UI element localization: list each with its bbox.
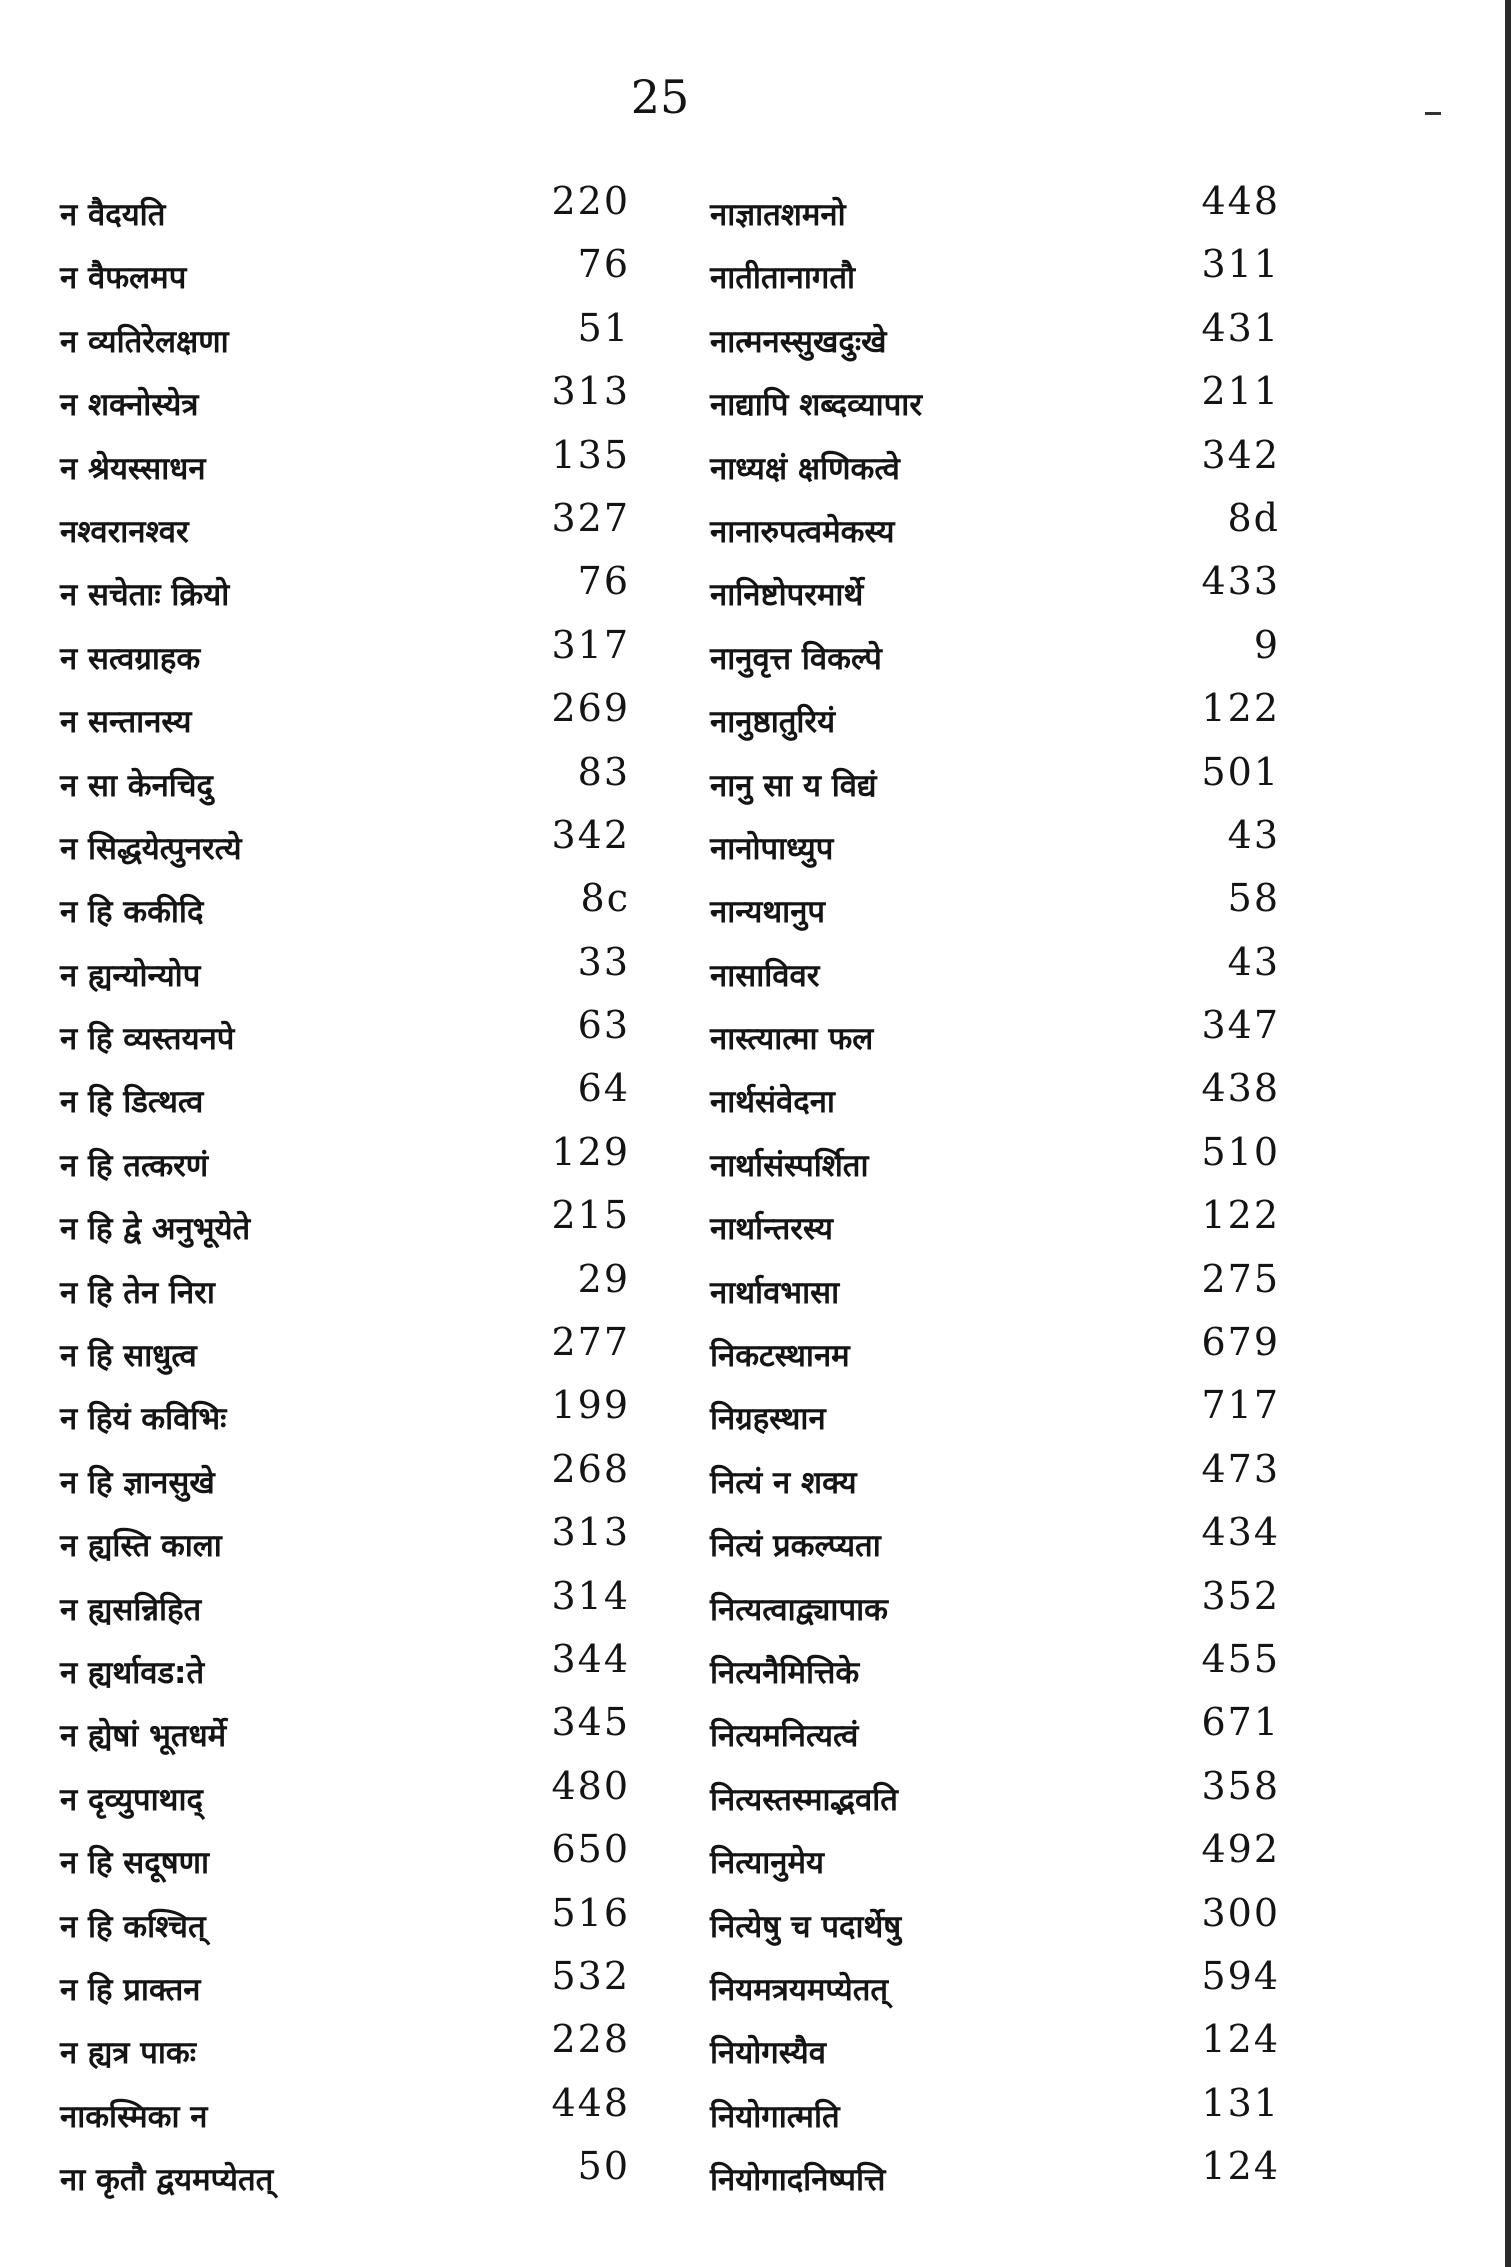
- entry-page-number: 532: [551, 1953, 630, 1998]
- index-entry: [60, 1699, 630, 1762]
- index-entry: [710, 558, 1280, 621]
- entry-page-number: 314: [551, 1573, 630, 1618]
- index-entry: [60, 1573, 630, 1636]
- index-entry: [60, 2143, 630, 2206]
- entry-term: नातीतानागतौ: [710, 260, 856, 297]
- entry-term: न शक्नोस्येत्र: [60, 387, 199, 424]
- entry-term: नित्यं न शक्य: [710, 1464, 857, 1501]
- index-entry: [710, 1573, 1280, 1636]
- index-entry: [60, 1636, 630, 1699]
- index-entry: [60, 1256, 630, 1319]
- entry-term: नाद्यापि शब्दव्यापार: [710, 387, 923, 424]
- entry-page-number: 211: [1201, 369, 1280, 414]
- entry-page-number: 63: [577, 1003, 630, 1048]
- entry-page-number: 43: [1227, 939, 1280, 984]
- entry-term: नार्थावभासा: [710, 1274, 840, 1311]
- index-entry: [710, 1319, 1280, 1382]
- entry-term: नाकस्मिका न: [60, 2098, 208, 2135]
- index-entry: [60, 2016, 630, 2079]
- entry-page-number: 29: [577, 1256, 630, 1301]
- entry-page-number: 269: [551, 686, 630, 731]
- entry-term: नियोगात्मति: [710, 2098, 840, 2135]
- index-entry: [60, 1826, 630, 1889]
- index-entry: [710, 2016, 1280, 2079]
- entry-page-number: 433: [1201, 559, 1280, 604]
- entry-term: न व्यतिरेलक्षणा: [60, 323, 229, 360]
- entry-term: न ह्यत्र पाकः: [60, 2035, 197, 2072]
- index-entry: [710, 1192, 1280, 1255]
- index-entry: [710, 1446, 1280, 1509]
- entry-page-number: 124: [1201, 2017, 1280, 2062]
- entry-page-number: 448: [1201, 179, 1280, 223]
- entry-term: नश्वरानश्वर: [60, 513, 189, 550]
- entry-term: न हि द्वे अनुभूयेते: [60, 1211, 251, 1248]
- entry-page-number: 434: [1201, 1510, 1280, 1555]
- entry-page-number: 345: [551, 1700, 630, 1745]
- index-entry: [60, 1065, 630, 1128]
- entry-page-number: 455: [1201, 1636, 1280, 1681]
- index-entry: [710, 1763, 1280, 1826]
- entry-term: नानोपाध्युप: [710, 830, 834, 867]
- index-entry: [710, 1636, 1280, 1699]
- entry-term: न सत्वग्राहक: [60, 640, 201, 677]
- entry-page-number: 76: [577, 559, 630, 604]
- index-entry: [60, 305, 630, 368]
- entry-term: न हि सदूषणा: [60, 1845, 210, 1882]
- index-entry: [710, 1065, 1280, 1128]
- entry-term: नियोगस्यैव: [710, 2035, 826, 2072]
- index-entry: [60, 812, 630, 875]
- index-entry: [60, 2080, 630, 2143]
- scan-mark: [1425, 112, 1441, 115]
- entry-page-number: 650: [551, 1827, 630, 1872]
- entry-page-number: 352: [1201, 1573, 1280, 1618]
- left-index-column: [60, 178, 630, 2207]
- entry-term: न श्रेयस्साधन: [60, 450, 206, 487]
- entry-page-number: 347: [1201, 1003, 1280, 1048]
- index-entry: [710, 939, 1280, 1002]
- entry-term: न वैदयति: [60, 197, 166, 233]
- entry-page-number: 344: [551, 1636, 630, 1681]
- entry-term: निग्रहस्थान: [710, 1401, 826, 1438]
- entry-term: ना कृतौ द्वयमप्येतत्: [60, 2162, 274, 2199]
- entry-page-number: 510: [1201, 1129, 1280, 1174]
- entry-page-number: 64: [577, 1066, 630, 1111]
- entry-term: नानारुपत्वमेकस्य: [710, 513, 895, 550]
- entry-term: नियमत्रयमप्येतत्: [710, 1971, 889, 2008]
- index-entry: [60, 875, 630, 938]
- entry-term: न ह्यर्थावड:ते: [60, 1654, 205, 1691]
- index-entry: [60, 1509, 630, 1572]
- index-entry: [60, 368, 630, 431]
- entry-page-number: 275: [1201, 1256, 1280, 1301]
- entry-page-number: 313: [551, 369, 630, 414]
- index-entry: [710, 1509, 1280, 1572]
- entry-term: न हि ककीदि: [60, 894, 204, 931]
- index-entry: [710, 241, 1280, 304]
- entry-term: नित्यस्तस्माद्भवति: [710, 1781, 898, 1818]
- index-entry: [60, 1319, 630, 1382]
- index-entry: [60, 749, 630, 812]
- entry-term: न ह्यसन्निहित: [60, 1591, 202, 1628]
- entry-page-number: 83: [577, 749, 630, 794]
- index-entry: [710, 305, 1280, 368]
- entry-term: न हि तत्करणं: [60, 1147, 209, 1184]
- index-entry: [60, 622, 630, 685]
- entry-term: न हि तेन निरा: [60, 1274, 215, 1311]
- index-entry: [710, 875, 1280, 938]
- entry-page-number: 51: [577, 305, 630, 350]
- entry-term: न दृव्युपाथाद्: [60, 1781, 203, 1818]
- entry-page-number: 679: [1201, 1320, 1280, 1365]
- entry-term: नासाविवर: [710, 957, 820, 994]
- entry-page-number: 311: [1201, 242, 1280, 287]
- index-entry: [60, 939, 630, 1002]
- index-entry: [60, 1002, 630, 1065]
- entry-term: न सिद्धयेत्पुनरत्ये: [60, 830, 242, 867]
- entry-term: न सा केनचिदु: [60, 767, 213, 804]
- index-entry: [710, 432, 1280, 495]
- entry-page-number: 277: [551, 1320, 630, 1365]
- index-entry: [710, 1953, 1280, 2016]
- entry-page-number: 516: [551, 1890, 630, 1935]
- entry-page-number: 717: [1201, 1383, 1280, 1428]
- entry-term: न हि व्यस्तयनपे: [60, 1021, 235, 1058]
- entry-page-number: 9: [1253, 622, 1280, 667]
- entry-term: नास्त्यात्मा फल: [710, 1021, 874, 1058]
- entry-term: न हि प्राक्तन: [60, 1971, 201, 2008]
- index-entry: [710, 1256, 1280, 1319]
- entry-page-number: 671: [1201, 1700, 1280, 1745]
- right-index-column: [710, 178, 1280, 2207]
- entry-page-number: 228: [551, 2017, 630, 2062]
- index-entry: [60, 178, 630, 241]
- index-entry: [710, 1826, 1280, 1889]
- entry-term: नानिष्टोपरमार्थे: [710, 577, 864, 614]
- entry-page-number: 473: [1201, 1446, 1280, 1491]
- entry-page-number: 342: [1201, 432, 1280, 477]
- entry-page-number: 358: [1201, 1763, 1280, 1808]
- index-entry: [710, 812, 1280, 875]
- entry-page-number: 50: [577, 2144, 630, 2189]
- entry-term: न सन्तानस्य: [60, 704, 192, 741]
- index-entry: [60, 432, 630, 495]
- entry-page-number: 76: [577, 242, 630, 287]
- index-entry: [60, 495, 630, 558]
- entry-term: नित्यनैमित्तिके: [710, 1654, 860, 1691]
- entry-term: नित्येषु च पदार्थेषु: [710, 1908, 902, 1945]
- index-entry: [710, 368, 1280, 431]
- entry-page-number: 501: [1201, 749, 1280, 794]
- entry-term: नात्मनस्सुखदुःखे: [710, 323, 887, 360]
- entry-page-number: 8c: [580, 876, 630, 921]
- index-entry: [710, 1890, 1280, 1953]
- entry-page-number: 327: [551, 495, 630, 540]
- entry-page-number: 122: [1201, 686, 1280, 731]
- index-entry: [710, 1699, 1280, 1762]
- index-entry: [60, 241, 630, 304]
- entry-page-number: 313: [551, 1510, 630, 1555]
- index-entry: [60, 1890, 630, 1953]
- entry-term: न सचेताः क्रियो: [60, 577, 230, 614]
- entry-term: निकटस्थानम: [710, 1338, 850, 1375]
- entry-page-number: 220: [551, 179, 630, 223]
- entry-term: नाध्यक्षं क्षणिकत्वे: [710, 450, 900, 487]
- entry-page-number: 317: [551, 622, 630, 667]
- page-number: 25: [630, 70, 690, 124]
- entry-term: न हियं कविभिः: [60, 1401, 227, 1438]
- index-entry: [60, 1129, 630, 1192]
- index-entry: [710, 2080, 1280, 2143]
- entry-page-number: 438: [1201, 1066, 1280, 1111]
- entry-term: नियोगादनिष्पत्ति: [710, 2162, 886, 2199]
- entry-page-number: 448: [551, 2080, 630, 2125]
- entry-page-number: 268: [551, 1446, 630, 1491]
- index-entry: [60, 1382, 630, 1445]
- entry-page-number: 8d: [1227, 495, 1280, 540]
- entry-page-number: 199: [551, 1383, 630, 1428]
- entry-term: नानुष्ठातुरियं: [710, 704, 836, 741]
- entry-term: नार्थासंस्पर्शिता: [710, 1147, 869, 1184]
- entry-page-number: 122: [1201, 1193, 1280, 1238]
- index-entry: [710, 2143, 1280, 2206]
- entry-term: नार्थसंवेदना: [710, 1084, 835, 1121]
- index-entry: [60, 1446, 630, 1509]
- index-entry: [710, 495, 1280, 558]
- entry-page-number: 480: [551, 1763, 630, 1808]
- index-entry: [710, 1382, 1280, 1445]
- entry-term: न वैफलमप: [60, 260, 187, 297]
- entry-page-number: 594: [1201, 1953, 1280, 1998]
- entry-term: नानु सा य विद्यं: [710, 767, 877, 804]
- entry-page-number: 43: [1227, 812, 1280, 857]
- entry-page-number: 300: [1201, 1890, 1280, 1935]
- entry-term: न ह्यन्योन्योप: [60, 957, 201, 994]
- entry-term: नित्यं प्रकल्प्यता: [710, 1528, 881, 1565]
- index-entry: [60, 558, 630, 621]
- entry-term: नित्यत्वाद्व्यापाक: [710, 1591, 888, 1628]
- entry-page-number: 58: [1227, 876, 1280, 921]
- index-entry: [710, 1129, 1280, 1192]
- index-entry: [710, 622, 1280, 685]
- entry-page-number: 129: [551, 1129, 630, 1174]
- entry-term: न ह्यस्ति काला: [60, 1528, 222, 1565]
- index-entry: [60, 685, 630, 748]
- entry-term: नित्यमनित्यत्वं: [710, 1718, 859, 1755]
- entry-page-number: 135: [551, 432, 630, 477]
- entry-page-number: 131: [1201, 2080, 1280, 2125]
- index-entry: [710, 178, 1280, 241]
- entry-page-number: 215: [551, 1193, 630, 1238]
- entry-term: नानुवृत्त विकल्पे: [710, 640, 882, 677]
- entry-term: न हि कश्चित्: [60, 1908, 206, 1945]
- entry-page-number: 492: [1201, 1827, 1280, 1872]
- entry-term: न हि ज्ञानसुखे: [60, 1464, 215, 1501]
- entry-page-number: 33: [577, 939, 630, 984]
- entry-term: नान्यथानुप: [710, 894, 826, 931]
- index-entry: [60, 1953, 630, 2016]
- index-entry: [60, 1763, 630, 1826]
- entry-page-number: 124: [1201, 2144, 1280, 2189]
- index-entry: [710, 749, 1280, 812]
- entry-term: नित्यानुमेय: [710, 1845, 824, 1882]
- index-entry: [710, 1002, 1280, 1065]
- entry-term: न हि साधुत्व: [60, 1338, 197, 1375]
- entry-term: नाज्ञातशमनो: [710, 197, 846, 233]
- entry-page-number: 342: [551, 812, 630, 857]
- page-edge-border: [1505, 0, 1511, 2267]
- index-entry: [710, 685, 1280, 748]
- entry-term: न हि डित्थत्व: [60, 1084, 204, 1121]
- index-entry: [60, 1192, 630, 1255]
- entry-page-number: 431: [1201, 305, 1280, 350]
- entry-term: न ह्येषां भूतधर्मे: [60, 1718, 227, 1755]
- entry-term: नार्थान्तरस्य: [710, 1211, 834, 1248]
